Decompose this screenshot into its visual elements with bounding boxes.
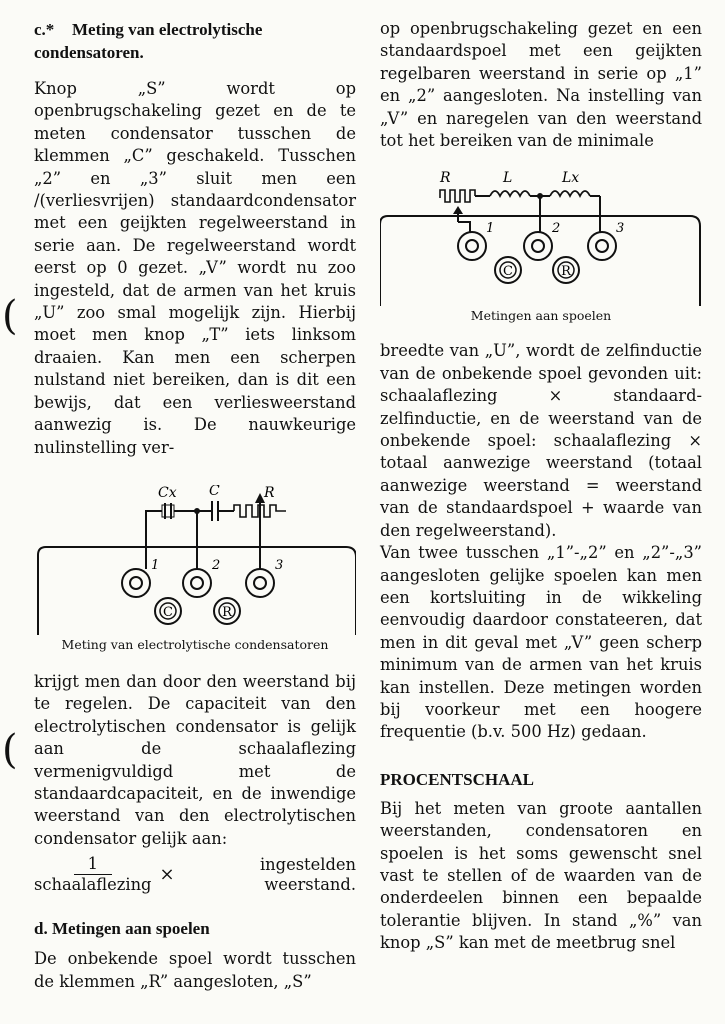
terminal-2-label: 2 [212,557,221,573]
section-d-paragraph: De onbekende spoel wordt tusschen de klemmen „R” aangesloten, „S” [34,949,356,991]
coil-knob-r-label: R [561,264,571,280]
coil-terminal-2-label: 2 [552,221,561,237]
terminal-1-label: 1 [151,557,160,573]
figure-electrolytic-diagram [34,485,356,635]
section-c-heading [34,18,356,64]
terminal-2[interactable] [183,569,211,597]
section-c-paragraph-2: krijgt men dan door den weerstand bij te regelen. De capaciteit van den electrolytischen condensator is gelijk aan de schaalaflezing vermenigvuldigd met de standaardcapaciteit, en de inwendige weerstand van den electrolytischen condensator gelijk aan: [34,671,356,848]
margin-mark-1: ( [2,293,18,339]
procentschaal-heading: PROCENTSCHAAL [380,769,534,789]
right-mid-paragraph: breedte van „U”, wordt de zelfinductie van de onbekende spoel gevonden uit: schaalaflezing × standaard-zelfinductie, en de weerstand van de onbekende spoel: schaalaflezing × totaal aanwezige weerstand (totaal aanwezige weerstand = weerstand van de standaardspoel + waarde van den regelweerstand). [380,341,702,540]
right-top-paragraph: op openbrugschakeling gezet en een standaardspoel met een geijkten regelbaren weerstand in serie op „1” en „2” aangesloten. Na instelling van „V” en naregelen van den weerstand tot het bereiken van de minimale [380,19,702,151]
coil-terminal-3[interactable] [588,232,616,260]
terminal-3[interactable] [246,569,274,597]
formula-denominator: schaalaflezing [34,875,152,895]
left-column [34,18,356,993]
coil-lx [550,191,590,196]
terminal-3-label: 3 [275,557,284,573]
coil-regel-resistor [440,190,475,202]
formula-internal-resistance [34,854,356,895]
label-r: R [264,484,275,501]
procentschaal-paragraph: Bij het meten van groote aantallen weerstanden, condensatoren en spoelen is het soms gewenscht snel vast te stellen of de waarden van de onderdeelen binnen een bepaalde tolerantie blijven. In stand „%” van knop „S” kan met de meetbrug snel [380,798,702,953]
coil-terminal-1[interactable] [458,232,486,260]
coil-label-r: R [440,170,451,187]
section-c-title: Meting van electrolytische condensatoren. [34,20,263,62]
margin-mark-2: ( [2,727,18,773]
section-d-heading: d. Metingen aan spoelen [34,919,210,939]
section-c-label: c.* [34,20,55,39]
formula-fraction [34,854,151,895]
coil-label-lx: Lx [562,170,580,187]
label-c: C [209,484,220,499]
formula-times: × [159,864,175,886]
section-c-paragraph: Knop „S” wordt op openbrugschakeling gezet en de te meten condensator tusschen de klemmen „C” geschakeld. Tusschen „2” en „3” sluit men een /(verliesvrijen) standaardcondensator met een geijkten regelweerstand in serie aan. De regelweerstand wordt eerst op 0 gezet. „V” wordt nu zoo ingesteld, dat de armen van het kruis „U” zoo smal mogelijk zijn. Hierbij moet men knop „T” iets linksom draaien. Kan men een scherpen nulstand niet bereiken, dan is dit een bewijs, dat een verliesweerstand aanwezig is. De nauwkeurige nulinstelling ver- [34,79,356,457]
coil-l [490,191,530,196]
label-cx: Cx [158,484,177,501]
formula-rest: ingestelden weerstand. [259,854,356,894]
figure-coils [380,166,702,324]
coil-knob-c-label: C [503,264,513,280]
coil-terminal-2[interactable] [524,232,552,260]
knob-r-label: R [222,604,232,620]
figure-coils-diagram [380,166,702,306]
coil-terminal-1-label: 1 [486,221,495,237]
figure-coils-caption: Metingen aan spoelen [470,308,612,324]
formula-numerator: 1 [74,854,112,875]
terminal-1[interactable] [122,569,150,597]
right-column [380,18,702,955]
right-mid-paragraph-2: Van twee tusschen „1”-„2” en „2”-„3” aangesloten gelijke spoelen kan men een kortsluiting in de wikkeling eenvoudig daardoor constateeren, dat men in dit geval met „V” geen scherp minimum van de armen van het kruis kan instellen. Deze metingen worden bij voorkeur met een hoogere frequentie (b.v. 500 Hz) gedaan. [380,543,702,742]
coil-terminal-3-label: 3 [616,221,625,237]
figure-electrolytic [34,485,356,653]
figure-electrolytic-caption: Meting van electrolytische condensatoren [61,636,329,652]
knob-c-label: C [163,604,173,620]
coil-label-l: L [503,170,513,187]
